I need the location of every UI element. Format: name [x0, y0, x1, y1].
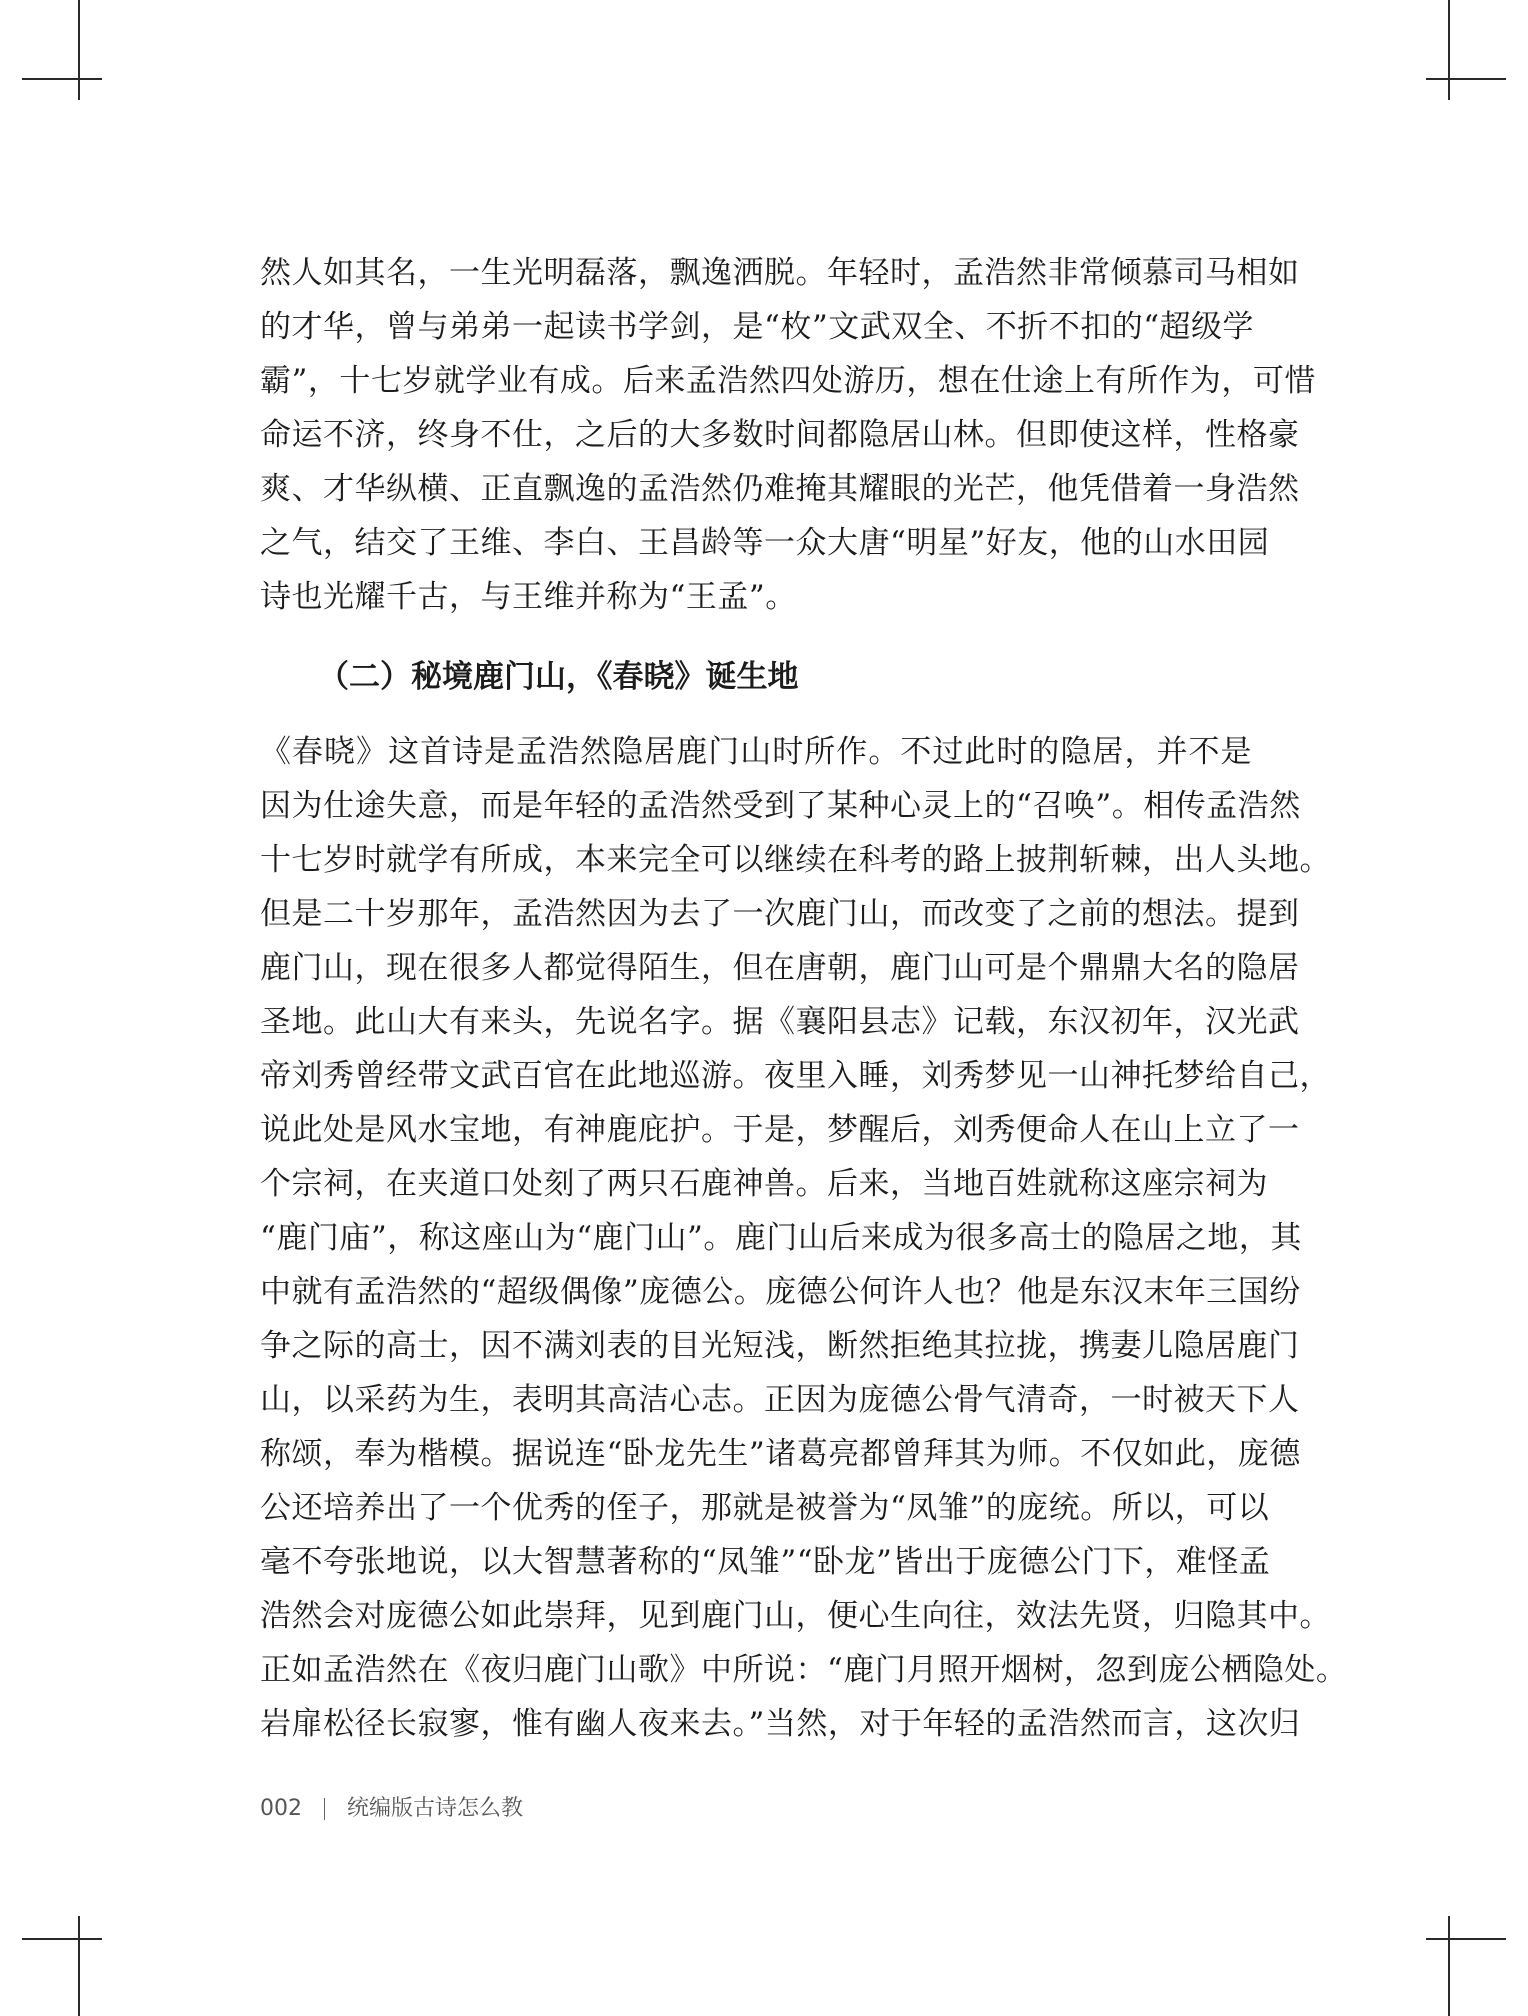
- text-line: 《春晓》这首诗是孟浩然隐居鹿门山时所作。不过此时的隐居，并不是: [260, 734, 1252, 770]
- crop-mark-bottom-right-horizontal: [1426, 1938, 1506, 1940]
- text-line: 个宗祠，在夹道口处刻了两只石鹿神兽。后来，当地百姓就称这座宗祠为: [260, 1166, 1268, 1202]
- section-heading: （二）秘境鹿门山，《春晓》诞生地: [318, 659, 799, 695]
- page-footer: [260, 1794, 523, 1824]
- crop-mark-top-left-vertical: [78, 0, 80, 100]
- text-line: 鹿门山，现在很多人都觉得陌生，但在唐朝，鹿门山可是个鼎鼎大名的隐居: [260, 950, 1300, 986]
- text-line: 岩扉松径长寂寥，惟有幽人夜来去。”当然，对于年轻的孟浩然而言，这次归: [260, 1706, 1301, 1742]
- crop-mark-top-right-horizontal: [1426, 78, 1506, 80]
- text-line: 圣地。此山大有来头，先说名字。据《襄阳县志》记载，东汉初年，汉光武: [260, 1004, 1300, 1040]
- text-line: 正如孟浩然在《夜归鹿门山歌》中所说：“鹿门月照开烟树，忽到庞公栖隐处。: [260, 1652, 1348, 1688]
- crop-mark-bottom-right-vertical: [1448, 1916, 1450, 2016]
- text-line: 霸”，十七岁就学业有成。后来孟浩然四处游历，想在仕途上有所作为，可惜: [260, 363, 1316, 399]
- book-title: 统编版古诗怎么教: [347, 1796, 524, 1821]
- text-line: 命运不济，终身不仕，之后的大多数时间都隐居山林。但即使这样，性格豪: [260, 417, 1300, 453]
- text-line: 称颂，奉为楷模。据说连“卧龙先生”诸葛亮都曾拜其为师。不仅如此，庞德: [260, 1436, 1301, 1472]
- text-line: 争之际的高士，因不满刘表的目光短浅，断然拒绝其拉拢，携妻儿隐居鹿门: [260, 1328, 1300, 1364]
- crop-mark-top-left-horizontal: [22, 78, 102, 80]
- text-line: 诗也光耀千古，与王维并称为“王孟”。: [260, 579, 797, 615]
- text-line: 山，以采药为生，表明其高洁心志。正因为庞德公骨气清奇，一时被天下人: [260, 1382, 1300, 1418]
- paragraph-lumen-mountain: [260, 725, 1348, 1751]
- text-line: 说此处是风水宝地，有神鹿庇护。于是，梦醒后，刘秀便命人在山上立了一: [260, 1112, 1300, 1148]
- text-line: 之气，结交了王维、李白、王昌龄等一众大唐“明星”好友，他的山水田园: [260, 525, 1270, 561]
- text-line: 但是二十岁那年，孟浩然因为去了一次鹿门山，而改变了之前的想法。提到: [260, 896, 1300, 932]
- text-line: 爽、才华纵横、正直飘逸的孟浩然仍难掩其耀眼的光芒，他凭借着一身浩然: [260, 471, 1300, 507]
- crop-mark-bottom-left-horizontal: [22, 1938, 102, 1940]
- text-line: 中就有孟浩然的“超级偶像”庞德公。庞德公何许人也？他是东汉末年三国纷: [260, 1274, 1301, 1310]
- text-line: 十七岁时就学有所成，本来完全可以继续在科考的路上披荆斩棘，出人头地。: [260, 842, 1331, 878]
- text-line: 然人如其名，一生光明磊落，飘逸洒脱。年轻时，孟浩然非常倾慕司马相如: [260, 255, 1300, 291]
- text-line: 公还培养出了一个优秀的侄子，那就是被誉为“凤雏”的庞统。所以，可以: [260, 1490, 1270, 1526]
- text-line: 浩然会对庞德公如此崇拜，见到鹿门山，便心生向往，效法先贤，归隐其中。: [260, 1598, 1331, 1634]
- page-number: 002: [260, 1796, 302, 1821]
- footer-divider: [324, 1798, 325, 1820]
- text-line: 毫不夸张地说，以大智慧著称的“凤雏”“卧龙”皆出于庞德公门下，难怪孟: [260, 1544, 1271, 1580]
- paragraph-intro: [260, 246, 1316, 624]
- text-line: 因为仕途失意，而是年轻的孟浩然受到了某种心灵上的“召唤”。相传孟浩然: [260, 788, 1301, 824]
- text-line: 帝刘秀曾经带文武百官在此地巡游。夜里入睡，刘秀梦见一山神托梦给自己，: [260, 1058, 1331, 1094]
- crop-mark-top-right-vertical: [1448, 0, 1450, 100]
- text-line: 的才华，曾与弟弟一起读书学剑，是“枚”文武双全、不折不扣的“超级学: [260, 309, 1255, 345]
- text-line: “鹿门庙”，称这座山为“鹿门山”。鹿门山后来成为很多高士的隐居之地，其: [260, 1220, 1302, 1256]
- crop-mark-bottom-left-vertical: [78, 1916, 80, 2016]
